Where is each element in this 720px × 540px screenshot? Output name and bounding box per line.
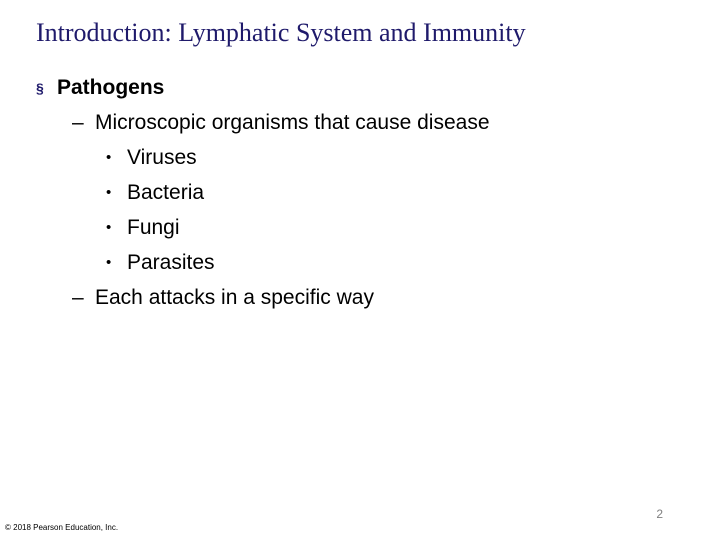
bullet-text: Viruses [127, 146, 197, 169]
bullet-text: Fungi [127, 216, 180, 239]
bullet-bacteria [36, 177, 490, 212]
bullet-viruses [36, 142, 490, 177]
bullet-text: Bacteria [127, 181, 205, 204]
bullet-pathogens [36, 72, 490, 107]
bullet-list [36, 72, 490, 317]
dot-bullet-icon: • [106, 254, 112, 271]
bullet-specific-way [36, 282, 490, 317]
dash-bullet-icon: – [72, 111, 84, 134]
square-bullet-icon: § [36, 80, 44, 96]
dash-bullet-icon: – [72, 286, 84, 309]
bullet-parasites [36, 247, 490, 282]
dot-bullet-icon: • [106, 219, 112, 236]
bullet-text: Pathogens [57, 76, 165, 99]
footer-copyright: © 2018 Pearson Education, Inc. [5, 523, 119, 532]
bullet-fungi [36, 212, 490, 247]
bullet-microscopic-organisms [36, 107, 490, 142]
dot-bullet-icon: • [106, 184, 112, 201]
dot-bullet-icon: • [106, 149, 112, 166]
slide-title: Introduction: Lymphatic System and Immunity [36, 18, 526, 47]
page-number: 2 [656, 507, 663, 521]
bullet-text: Each attacks in a specific way [95, 286, 374, 309]
bullet-text: Microscopic organisms that cause disease [95, 111, 490, 134]
bullet-text: Parasites [127, 251, 215, 274]
